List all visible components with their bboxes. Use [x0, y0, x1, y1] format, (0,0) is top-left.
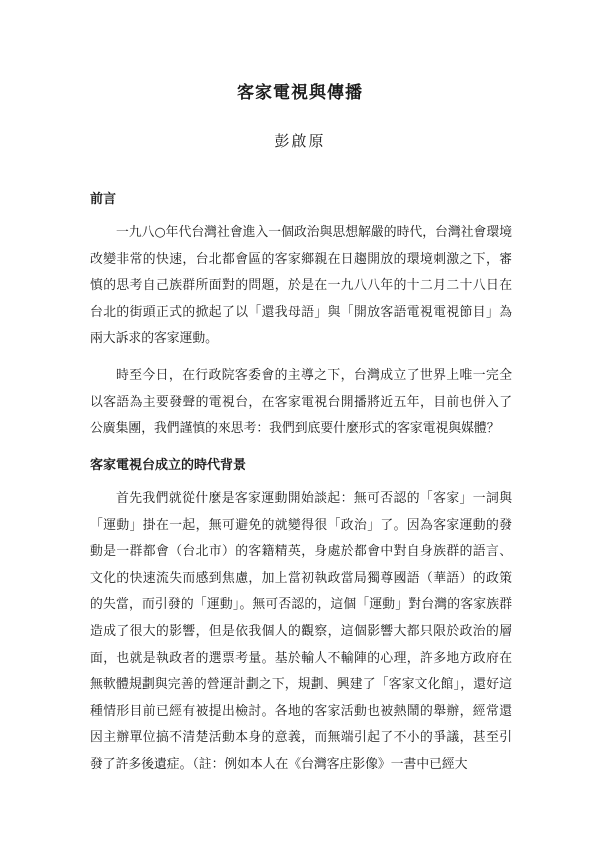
- background-paragraph-1: 首先我們就從什麼是客家運動開始談起：無可否認的「客家」一詞與「運動」掛在一起，無可避免的就變得很「政治」了。因為客家運動的發動是一群都會（台北市）的客籍精英，身處於都會中對自身族群的語言、文化的快速流失而感到焦慮，加上當初執政當局獨尊國語（華語）的政策的失當，而引發的「運動」。無可否認的，這個「運動」對台灣的客家族群造成了很大的影響，但是依我個人的觀察，這個影響大都只限於政治的層面，也就是執政者的選票考量。基於輸人不輸陣的心理，許多地方政府在無軟體規劃與完善的營運計劃之下，規劃、興建了「客家文化館」，還好這種情形目前已經有被提出檢討。各地的客家活動也被熱鬧的舉辦，經常還因主辦單位搞不清楚活動本身的意義，而無端引起了不小的爭議，甚至引發了許多後遺症。（註：例如本人在《台灣客庄影像》一書中已經大: [90, 491, 512, 772]
- section-heading-preface: 前言: [90, 192, 117, 207]
- preface-paragraph-2: 時至今日，在行政院客委會的主導之下，台灣成立了世界上唯一完全以客語為主要發聲的電視台，在客家電視台開播將近五年，目前也併入了公廣集團，我們謹慎的來思考：我們到底要什麼形式的客家電視與媒體？: [90, 368, 512, 437]
- section-heading-background: 客家電視台成立的時代背景: [90, 458, 247, 473]
- preface-paragraph-1: 一九八○年代台灣社會進入一個政治與思想解嚴的時代，台灣社會環境改變非常的快速，台北都會區的客家鄉親在日趨開放的環境刺激之下，審慎的思考自己族群所面對的問題，於是在一九八八年的十二月二十八日在台北的街頭正式的掀起了以「還我母語」與「開放客語電視電視節目」為兩大訴求的客家運動。: [90, 225, 512, 347]
- author-name: 彭啟原: [274, 132, 326, 150]
- document-title: 客家電視與傳播: [237, 83, 363, 103]
